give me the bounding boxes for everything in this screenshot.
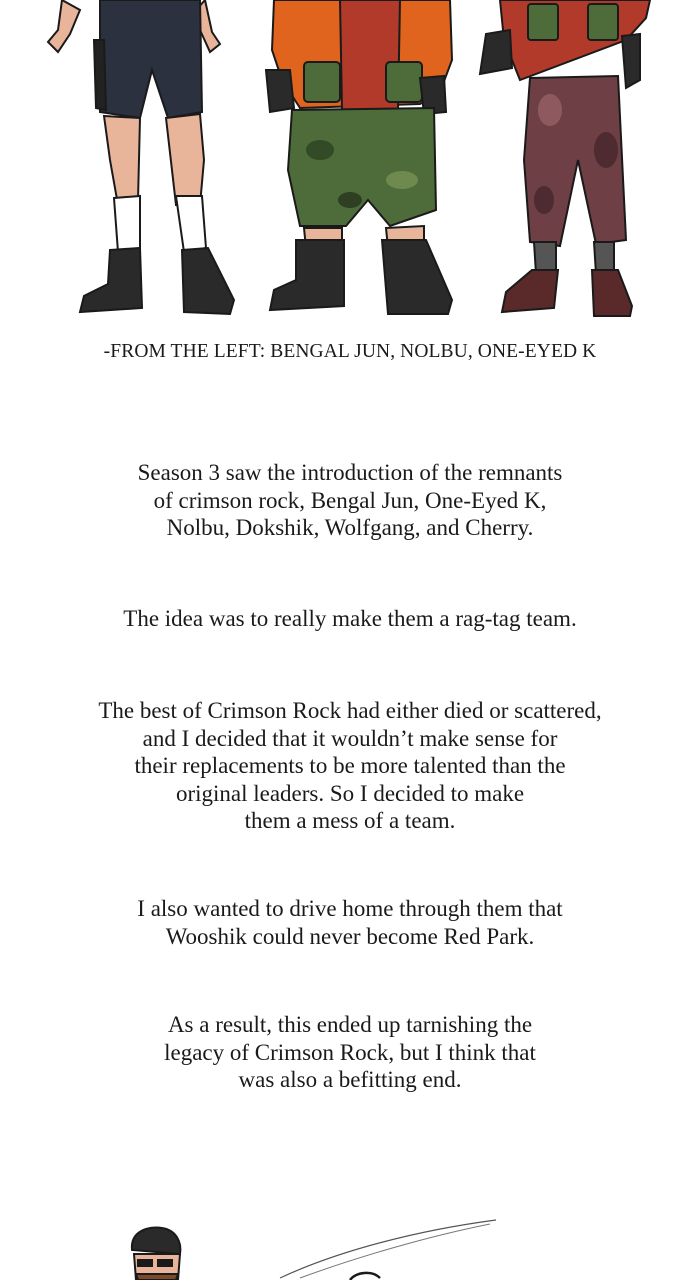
paragraph-5-line-2: legacy of Crimson Rock, but I think that: [164, 1039, 536, 1065]
paragraph-1-line-1: Season 3 saw the introduction of the remnants: [137, 460, 563, 485]
paragraph-1-line-2: of crimson rock, Bengal Jun, One-Eyed K,: [153, 487, 547, 513]
paragraph-2-line-1: The idea was to really make them a rag-tag team.: [123, 606, 577, 631]
paragraph-4-line-2: Wooshik could never become Red Park.: [165, 923, 535, 949]
paragraph-3-line-1: The best of Crimson Rock had either died or scattered,: [98, 698, 602, 723]
character-lineup-illustration: [0, 0, 700, 330]
paragraph-3-line-5: them a mess of a team.: [244, 808, 456, 833]
paragraph-3-line-2: and I decided that it wouldn’t make sense for: [142, 725, 558, 751]
one-eyed-k-figure: [480, 0, 650, 316]
paragraph-3-line-4: original leaders. So I decided to make: [175, 780, 525, 806]
bengal-jun-figure: [48, 0, 234, 314]
paragraph-1: [0, 459, 700, 542]
paragraph-4-line-1: I also wanted to drive home through them that: [137, 896, 563, 921]
paragraph-2: [0, 605, 700, 633]
paragraph-5-line-3: was also a befitting end.: [238, 1067, 462, 1092]
paragraph-3: [0, 697, 700, 835]
illustration-caption: -FROM THE LEFT: BENGAL JUN, NOLBU, ONE-EYED K: [103, 341, 597, 362]
bottom-sketch-illustration: [0, 1190, 700, 1280]
beanie-character-head: [132, 1228, 181, 1280]
sketch-curve: [350, 1273, 380, 1280]
nolbu-figure: [266, 0, 452, 314]
paragraph-5: [0, 1011, 700, 1094]
paragraph-1-line-3: Nolbu, Dokshik, Wolfgang, and Cherry.: [166, 515, 534, 540]
paragraph-4: [0, 895, 700, 950]
paragraph-3-line-3: their replacements to be more talented than the: [134, 753, 566, 778]
paragraph-5-line-1: As a result, this ended up tarnishing the: [167, 1012, 533, 1037]
sketch-line-2: [300, 1224, 490, 1278]
